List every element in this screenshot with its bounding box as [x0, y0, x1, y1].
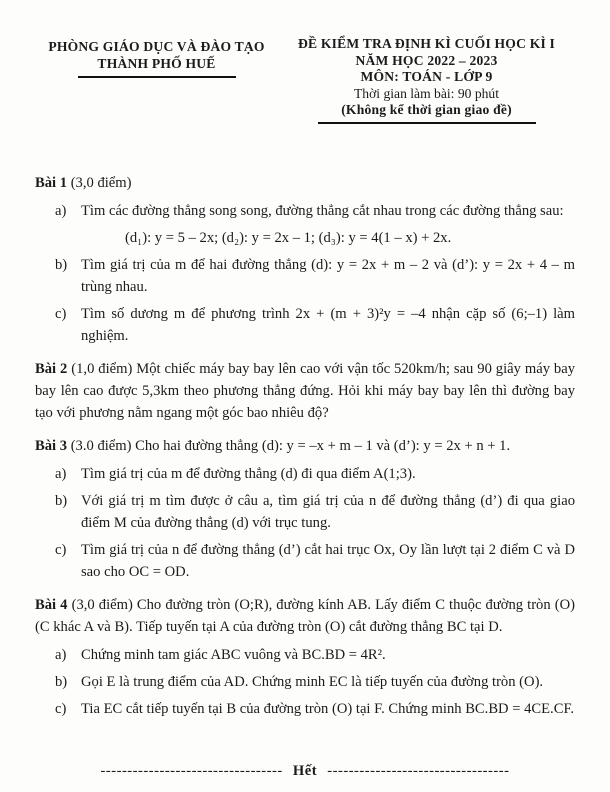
problem-4-item-c: [55, 698, 575, 720]
problem-intro: Cho hai đường thẳng (d): y = –x + m – 1 và (d’): y = 2x + n + 1.: [135, 437, 511, 454]
item-text: Tìm giá trị của m để đường thẳng (d) đi qua điểm A(1;3).: [81, 465, 416, 482]
authority-department: PHÒNG GIÁO DỤC VÀ ĐÀO TẠO: [48, 39, 265, 54]
problem-4-head: [35, 594, 575, 638]
page-header: [35, 36, 575, 124]
item-text: Tìm các đường thẳng song song, đường thẳng cắt nhau trong các đường thẳng sau:: [81, 202, 564, 219]
right-header-underline: [318, 122, 536, 124]
problem-title: Bài 2: [35, 360, 68, 377]
item-text: Tìm số dương m để phương trình 2x + (m + 3)²y = –4 nhận cặp số (6;–1) làm nghiệm.: [81, 305, 575, 344]
problem-4: [35, 594, 575, 720]
problem-3-item-b: [55, 490, 575, 534]
problem-intro: Một chiếc máy bay bay lên cao với vận tốc 520km/h; sau 90 giây máy bay bay lên cao được 5,3km theo phương thẳng đứng. Hỏi khi máy bay bay lên thì đường bay tạo với phương nằm ngang một góc bao nhiêu độ?: [35, 360, 575, 421]
problem-1-item-a: [55, 200, 575, 222]
left-header-underline: [78, 76, 236, 78]
exam-note: (Không kể thời gian giao đề): [341, 102, 512, 117]
problem-1-item-b: [55, 254, 575, 298]
problem-points: (3,0 điểm): [70, 174, 132, 191]
problem-2: [35, 358, 575, 424]
item-label: c): [55, 305, 67, 322]
problem-1: [35, 172, 575, 347]
item-text: Gọi E là trung điểm của AD. Chứng minh EC là tiếp tuyến của đường tròn (O).: [81, 673, 544, 690]
item-text: Với giá trị m tìm được ở câu a, tìm giá trị của n để đường thẳng (d’) đi qua giao điểm M của đường thẳng (d) với trục tung.: [81, 492, 575, 531]
problem-1-item-c: [55, 303, 575, 347]
problem-3-item-a: [55, 463, 575, 485]
problem-3: [35, 435, 575, 583]
exam-title: ĐỀ KIỂM TRA ĐỊNH KÌ CUỐI HỌC KÌ I: [297, 36, 556, 51]
item-label: c): [55, 700, 67, 717]
exam-school-year: NĂM HỌC 2022 – 2023: [355, 52, 498, 68]
authority-city: THÀNH PHỐ HUẾ: [97, 56, 216, 71]
problem-points: (3.0 điểm): [70, 437, 132, 454]
issuing-authority-block: [35, 36, 278, 78]
problem-title: Bài 3: [35, 437, 68, 454]
item-label: a): [55, 465, 67, 482]
problem-2-head: [35, 358, 575, 424]
problem-4-items: [35, 644, 575, 720]
problem-1-head: [35, 172, 575, 194]
problem-3-head: [35, 435, 575, 457]
problem-3-item-c: [55, 539, 575, 583]
problem-title: Bài 1: [35, 174, 68, 191]
end-label: Hết: [292, 762, 318, 779]
problem-3-items: [35, 463, 575, 583]
problem-title: Bài 4: [35, 596, 68, 613]
item-label: c): [55, 541, 67, 558]
problem-4-item-a: [55, 644, 575, 666]
exam-info-block: [278, 36, 575, 124]
exam-subject: MÔN: TOÁN - LỚP 9: [360, 69, 493, 84]
item-label: b): [55, 492, 68, 509]
problem-intro: Cho đường tròn (O;R), đường kính AB. Lấy điểm C thuộc đường tròn (O) (C khác A và B). Tiếp tuyến tại A của đường tròn (O) cắt đường thẳng BC tại D.: [35, 596, 575, 635]
exam-body: [35, 172, 575, 720]
item-text: Chứng minh tam giác ABC vuông và BC.BD = 4R².: [81, 646, 386, 663]
divider-dashes-right: ----------------------------------: [327, 762, 510, 779]
problem-4-item-b: [55, 671, 575, 693]
item-label: a): [55, 646, 67, 663]
problem-points: (1,0 điểm): [71, 360, 133, 377]
item-text: Tìm giá trị của m để hai đường thẳng (d): y = 2x + m – 2 và (d’): y = 2x + 4 – m trùng nhau.: [81, 256, 575, 295]
item-label: b): [55, 256, 68, 273]
divider-dashes-left: ----------------------------------: [100, 762, 283, 779]
item-label: a): [55, 202, 67, 219]
end-of-exam-divider: [35, 760, 575, 782]
item-text: Tia EC cắt tiếp tuyến tại B của đường tròn (O) tại F. Chứng minh BC.BD = 4CE.CF.: [81, 700, 575, 717]
problem-1-formula: (d₁): y = 5 – 2x; (d₂): y = 2x – 1; (d₃): y = 4(1 – x) + 2x.: [125, 229, 452, 246]
item-text: Tìm giá trị của n để đường thẳng (d’) cắt hai trục Ox, Oy lần lượt tại 2 điểm C và D sao cho OC = OD.: [81, 541, 575, 580]
problem-1-items: [35, 200, 575, 347]
item-label: b): [55, 673, 68, 690]
problem-points: (3,0 điểm): [71, 596, 133, 613]
exam-duration: Thời gian làm bài: 90 phút: [354, 85, 499, 101]
